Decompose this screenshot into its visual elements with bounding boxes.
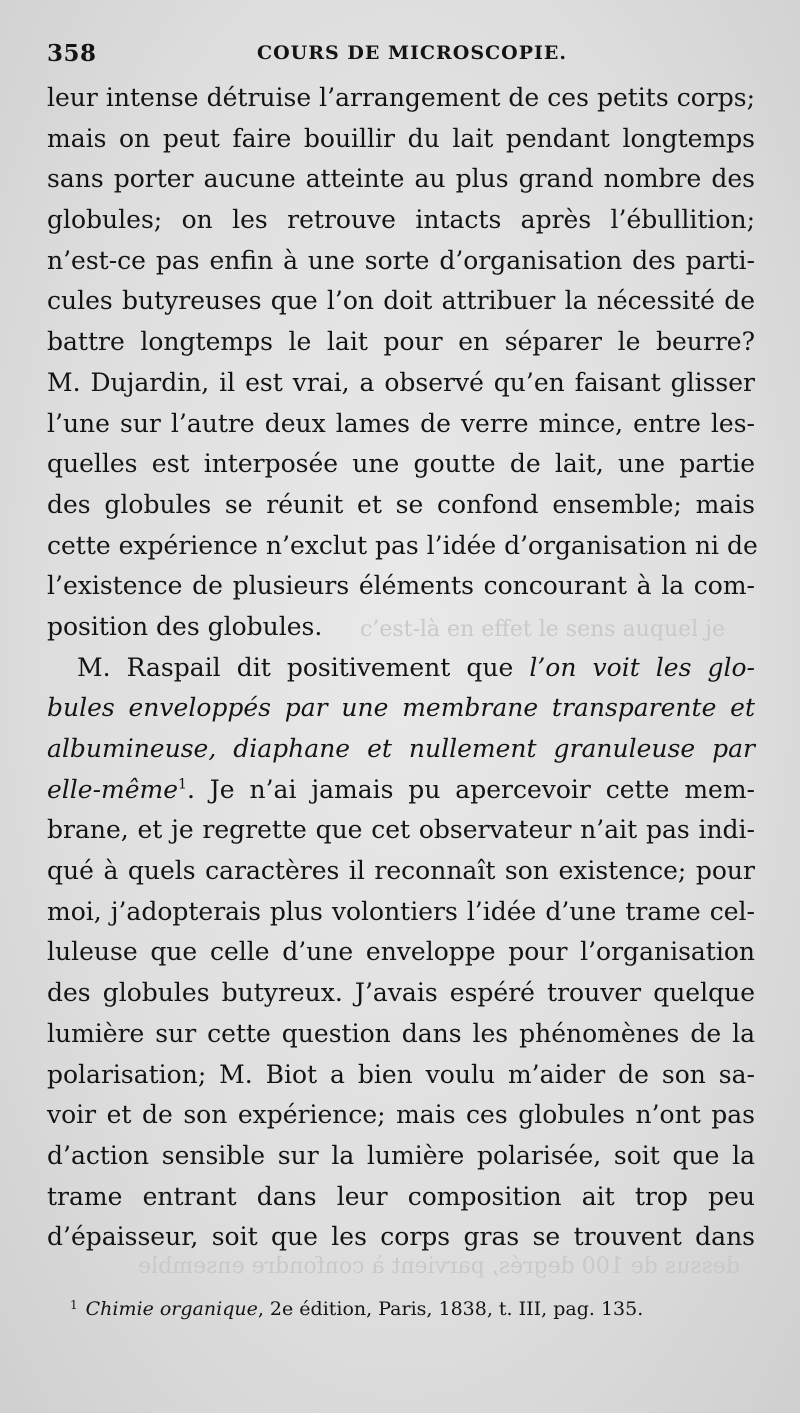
text-line: voir et de son expérience; mais ces globules n’ont pas: [47, 1100, 755, 1130]
text-line: l’existence de plusieurs éléments concourant à la com-: [47, 571, 755, 601]
text-line: cette expérience n’exclut pas l’idée d’organisation ni de: [47, 530, 758, 560]
text-line: l’une sur l’autre deux lames de verre mince, entre les-: [47, 408, 755, 438]
italic-quote: elle-même: [47, 774, 179, 804]
text-run: M. Raspail dit positivement que: [77, 652, 530, 682]
paragraph-start-line: [47, 648, 755, 689]
footnote-number: 1: [70, 1298, 78, 1312]
text-line: [47, 770, 755, 811]
running-head: COURS DE MICROSCOPIE.: [257, 42, 567, 64]
text-line: battre longtemps le lait pour en séparer le beurre?: [47, 327, 755, 357]
text-line: cules butyreuses que l’on doit attribuer la nécessité de: [47, 286, 755, 316]
show-through-text: c’est-là en effet le sens auquel je: [360, 617, 725, 642]
show-through-text: dessus de 100 degrés, parvient à confondre ensemble: [138, 1254, 740, 1279]
text-line: des globules butyreux. J’avais espéré trouver quelque: [47, 978, 755, 1008]
text-line: sans porter aucune atteinte au plus grand nombre des: [47, 164, 755, 194]
text-line: n’est-ce pas enfin à une sorte d’organisation des parti-: [47, 245, 755, 275]
text-line: lumière sur cette question dans les phénomènes de la: [47, 1018, 755, 1048]
text-line: quelles est interposée une goutte de lait, une partie: [47, 449, 755, 479]
page-number: 358: [47, 40, 97, 67]
text-line: trame entrant dans leur composition ait trop peu: [47, 1181, 755, 1211]
body-text: [47, 78, 758, 1258]
text-line: luleuse que celle d’une enveloppe pour l’organisation: [47, 937, 755, 967]
italic-quote: l’on voit les glo-: [529, 652, 755, 682]
text-line: position des globules.: [47, 611, 323, 641]
text-line: M. Dujardin, il est vrai, a observé qu’en faisant glisser: [47, 367, 755, 397]
text-line: qué à quels caractères il reconnaît son existence; pour: [47, 856, 755, 886]
footnote-work-title: Chimie organique: [85, 1298, 258, 1320]
italic-quote-line: albumineuse, diaphane et nullement granuleuse par: [47, 734, 755, 763]
text-line: d’action sensible sur la lumière polarisée, soit que la: [47, 1140, 755, 1170]
footnote: [70, 1298, 740, 1320]
text-line: d’épaisseur, soit que les corps gras se trouvent dans: [47, 1222, 755, 1252]
text-line: polarisation; M. Biot a bien voulu m’aider de son sa-: [47, 1059, 755, 1089]
text-line: brane, et je regrette que cet observateur n’ait pas indi-: [47, 815, 755, 845]
footnote-marker: 1: [178, 776, 187, 793]
text-line: moi, j’adopterais plus volontiers l’idée d’une trame cel-: [47, 896, 755, 926]
text-run: . Je n’ai jamais pu apercevoir cette mem-: [186, 774, 755, 804]
text-line: mais on peut faire bouillir du lait pendant longtemps: [47, 123, 755, 153]
text-line: globules; on les retrouve intacts après l’ébullition;: [47, 205, 755, 235]
page-header: [47, 40, 755, 80]
text-line: leur intense détruise l’arrangement de ces petits corps;: [47, 83, 755, 112]
italic-quote-line: bules enveloppés par une membrane transparente et: [47, 693, 755, 723]
footnote-citation: , 2e édition, Paris, 1838, t. III, pag. 135.: [257, 1298, 644, 1320]
text-line: des globules se réunit et se confond ensemble; mais: [47, 489, 755, 519]
